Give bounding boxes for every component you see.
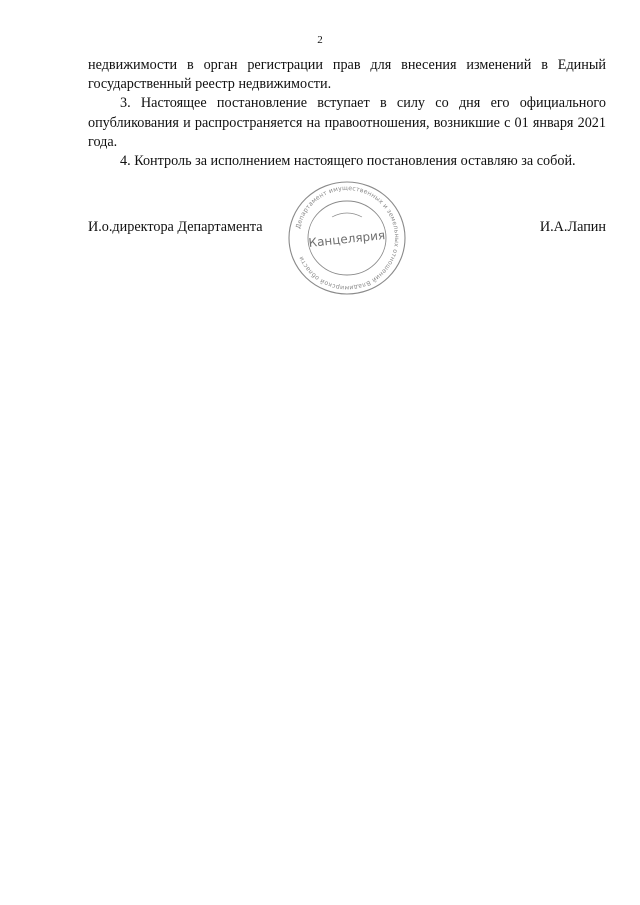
paragraph-continuation: недвижимости в орган регистрации прав для внесения изменений в Единый государственный реестр недвижимости. bbox=[88, 57, 606, 93]
stamp-ring-text: Департамент имущественных и земельных отношений Владимирской области bbox=[294, 184, 401, 292]
paragraph-3: 3. Настоящее постановление вступает в силу со дня его официального опубликования и распространяется на правоотношения, возникшие с 01 января 2021 года. bbox=[88, 95, 606, 150]
stamp-center-text: Канцелярия bbox=[307, 228, 386, 250]
signatory-title: И.о.директора Департамента bbox=[88, 219, 263, 235]
paragraph-4: 4. Контроль за исполнением настоящего постановления оставляю за собой. bbox=[120, 153, 576, 170]
official-stamp bbox=[284, 177, 410, 299]
signatory-name: И.А.Лапин bbox=[539, 219, 606, 235]
document-body bbox=[88, 56, 606, 171]
page-number: 2 bbox=[317, 34, 323, 46]
stamp-inner-mark bbox=[332, 213, 362, 217]
